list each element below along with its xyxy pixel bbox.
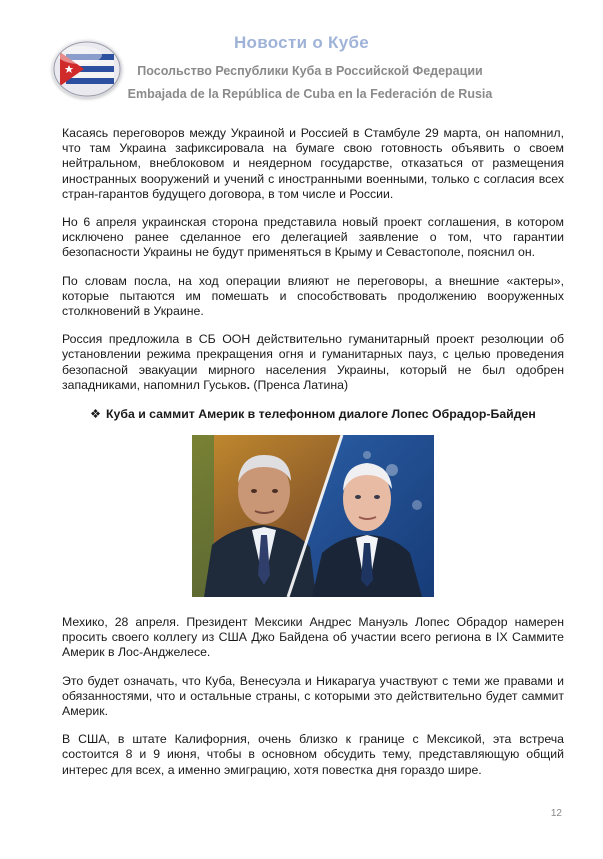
source-credit: (Пренса Латина) [250,377,349,392]
diamond-bullet-icon: ❖ [90,407,102,422]
section-heading [90,406,564,422]
page-header [0,0,603,118]
article-paragraph-2: Но 6 апреля украинская сторона представила новый проект соглашения, в котором исключено ранее сделанное его делегацией заявление о том, что гарантии безопасности Украины не будут применяться в Крыму и Севастополе, пояснил он. [62,215,564,260]
section-paragraph-2: Это будет означать, что Куба, Венесуэла и Никарагуа участвуют с теми же правами и обязанностями, что и остальные страны, с которыми это действительно будет саммит Америк. [62,673,564,719]
article-paragraph-4 [62,332,564,393]
article-paragraph-1: Касаясь переговоров между Украиной и Россией в Стамбуле 29 марта, он напомнил, что там Украина зафиксировала на бумаге свою готовность объявить о своем нейтральном, внеблоковом и неядерном государстве, отказаться от размещения иностранных вооружений и учений с иностранными военными, только с согласия всех стран-гарантов будущего договора, в том числе и России. [62,126,564,201]
article-body [62,126,564,791]
presidents-photo [192,435,434,597]
paragraph-4-bold-period: . [246,377,251,392]
embassy-name-russian: Посольство Республики Куба в Российской Федерации [137,64,483,78]
article-paragraph-3: По словам посла, на ход операции влияют не переговоры, а внешние «актеры», которые пытаются им помешать и способствовать продолжению вооруженных столкновений в Украине. [62,273,564,319]
section-paragraph-3: В США, в штате Калифорния, очень близко к границе с Мексикой, эта встреча состоится 8 и 9 июня, чтобы в основном обсудить тему, представляющую общий интерес для всех, а именно эмиграцию, хотя повестка дня гораздо шире. [62,732,564,777]
section-paragraph-1: Мехико, 28 апреля. Президент Мексики Андрес Мануэль Лопес Обрадор намерен просить своего коллегу из США Джо Байдена об участии всего региона в IX Саммите Америк в Лос-Анджелесе. [62,615,564,660]
site-title: Новости о Кубе [233,33,370,52]
paragraph-4-text: Россия предложила в СБ ООН действительно гуманитарный проект резолюции об установлении режима прекращения огня и гуманитарных пауз, с целью проведения безопасной эвакуации мирного населения Украины, который не был одобрен западниками, напомнил Гуськов [62,332,564,392]
embassy-name-spanish: Embajada de la República de Cuba en la Federación de Rusia [127,87,493,101]
page-number: 12 [550,808,562,819]
section-heading-text: Куба и саммит Америк в телефонном диалоге Лопес Обрадор-Байден [106,407,536,422]
presidents-photo-illustration [192,435,434,597]
